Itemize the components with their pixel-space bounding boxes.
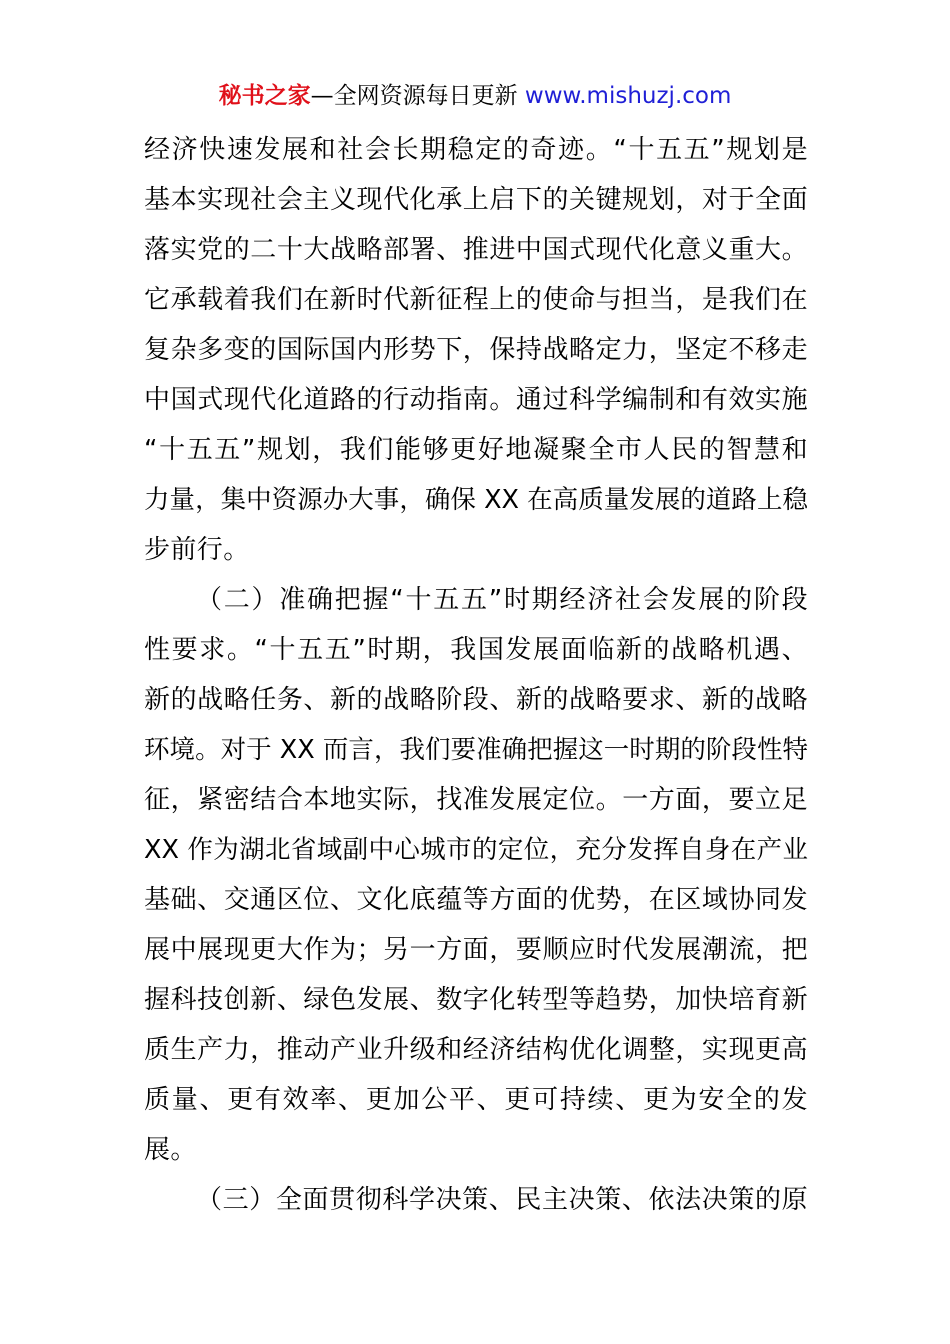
text-line: “十五五”规划，我们能够更好地凝聚全市人民的智慧和 [144, 435, 808, 465]
text-line: 中国式现代化道路的行动指南。通过科学编制和有效实施 [144, 385, 808, 415]
site-header [0, 80, 950, 112]
text-line: 新的战略任务、新的战略阶段、新的战略要求、新的战略 [144, 685, 808, 715]
text-line: 力量，集中资源办大事，确保 XX 在高质量发展的道路上稳 [144, 485, 808, 515]
section-heading-line: （二）准确把握“十五五”时期经济社会发展的阶段 [196, 585, 808, 615]
site-url-link[interactable]: www.mishuzj.com [524, 83, 732, 109]
text-line: 征，紧密结合本地实际，找准发展定位。一方面，要立足 [144, 785, 808, 815]
text-line: 基本实现社会主义现代化承上启下的关键规划，对于全面 [144, 185, 808, 215]
paragraph-end-line: 展。 [144, 1135, 197, 1165]
header-tagline: —全网资源每日更新 [310, 83, 525, 109]
text-line: 性要求。“十五五”时期，我国发展面临新的战略机遇、 [144, 635, 808, 665]
brand-name: 秘书之家 [218, 83, 311, 109]
paragraph-end-line: 步前行。 [144, 535, 250, 565]
text-line: 环境。对于 XX 而言，我们要准确把握这一时期的阶段性特 [144, 735, 808, 765]
text-line: 经济快速发展和社会长期稳定的奇迹。“十五五”规划是 [144, 135, 808, 165]
text-line: 质生产力，推动产业升级和经济结构优化调整，实现更高 [144, 1035, 808, 1065]
text-line: 基础、交通区位、文化底蕴等方面的优势，在区域协同发 [144, 885, 808, 915]
text-line: 落实党的二十大战略部署、推进中国式现代化意义重大。 [144, 235, 808, 265]
text-line: 复杂多变的国际国内形势下，保持战略定力，坚定不移走 [144, 335, 808, 365]
text-line: 握科技创新、绿色发展、数字化转型等趋势，加快培育新 [144, 985, 808, 1015]
section-heading-line: （三）全面贯彻科学决策、民主决策、依法决策的原 [196, 1185, 808, 1215]
text-line: 展中展现更大作为；另一方面，要顺应时代发展潮流，把 [144, 935, 808, 965]
document-body [144, 125, 808, 1225]
text-line: 质量、更有效率、更加公平、更可持续、更为安全的发 [144, 1085, 808, 1115]
text-line: XX 作为湖北省域副中心城市的定位，充分发挥自身在产业 [144, 835, 808, 865]
text-line: 它承载着我们在新时代新征程上的使命与担当，是我们在 [144, 285, 808, 315]
